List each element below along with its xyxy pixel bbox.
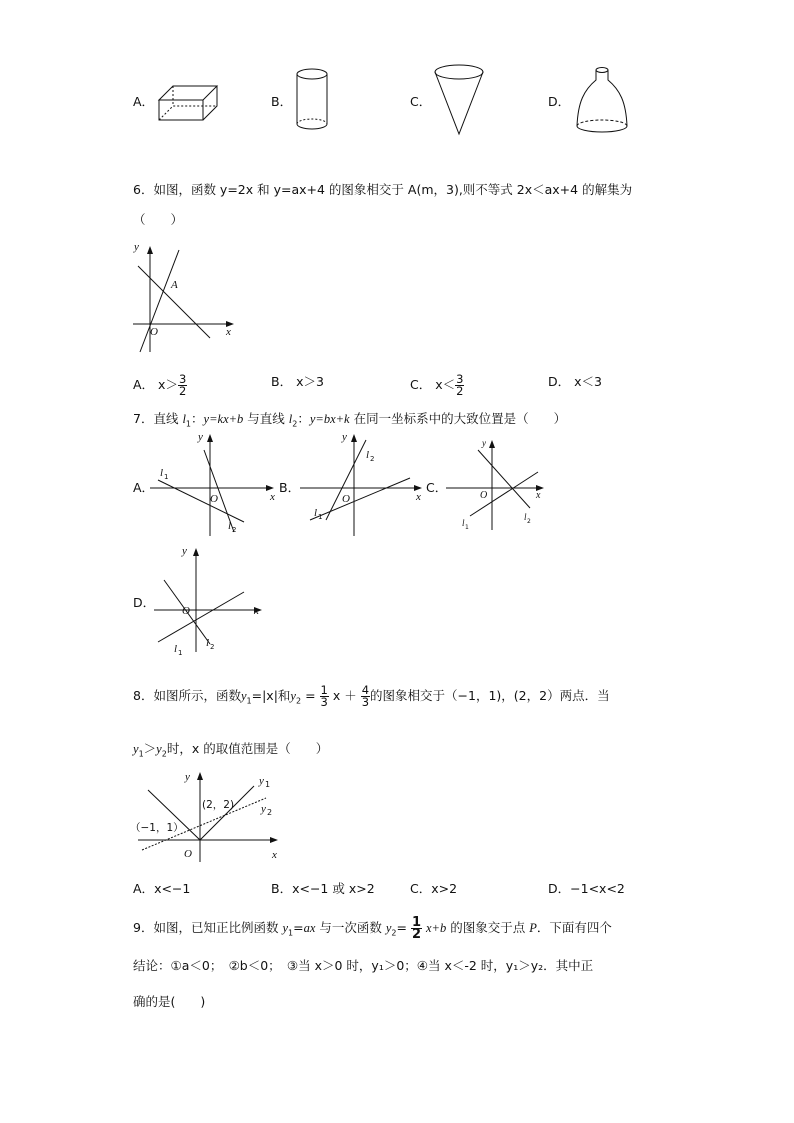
q6-option-d-text: x＜3 xyxy=(574,374,602,389)
q7-graph-c xyxy=(442,434,554,534)
q7d-l2-label: l xyxy=(206,637,210,649)
q6-graph xyxy=(128,236,243,358)
q7-stem-b: ： xyxy=(191,411,204,426)
q7-option-c-key[interactable]: C． xyxy=(426,480,448,495)
q7c-l1-sub: 1 xyxy=(465,524,469,531)
denominator: 2 xyxy=(178,384,187,398)
q9-stem-line3: 确的是( ) xyxy=(133,994,206,1009)
q6-y-label: y xyxy=(134,241,139,253)
q7d-y-label: y xyxy=(182,545,187,557)
q7-graph-b xyxy=(296,428,431,540)
q8-stem-line1 xyxy=(133,684,610,714)
q8-y1-label: y xyxy=(259,775,264,787)
q9-stem-b: 与一次函数 xyxy=(315,920,386,935)
q7-stem-e: 在同一坐标系中的大致位置是（ ） xyxy=(349,411,567,426)
q9-fraction xyxy=(411,917,422,940)
q8-y2-label: y xyxy=(261,803,266,815)
q8-stem-line2 xyxy=(133,741,328,763)
q8-fraction-1 xyxy=(320,685,329,708)
denominator: 3 xyxy=(320,695,328,709)
cone-figure xyxy=(434,64,486,138)
q6-option-c-key: C． xyxy=(410,377,432,392)
q8-y2-sub: 2 xyxy=(295,696,302,706)
q8-option-c-text: x>2 xyxy=(431,881,458,896)
denominator: 3 xyxy=(361,695,370,709)
q8-y1-sub: 1 xyxy=(246,696,252,706)
q7-stem-a: 7．直线 xyxy=(133,411,183,426)
q6-option-a[interactable] xyxy=(133,374,187,397)
q7d-x-label: x xyxy=(254,605,259,617)
q9-xb: x+b xyxy=(426,921,447,935)
numerator: 3 xyxy=(456,372,464,386)
bottle-figure xyxy=(572,58,634,138)
q7d-l2-sub: 2 xyxy=(210,643,215,651)
q8-y2: y xyxy=(290,689,296,703)
q8-line2-y2-sub: 2 xyxy=(161,749,167,759)
q9-ax: ax xyxy=(303,921,316,935)
q8-option-b[interactable] xyxy=(271,881,375,897)
q6-o-label: O xyxy=(150,326,158,338)
q7a-o-label: O xyxy=(210,493,218,505)
q6-option-b-key: B． xyxy=(271,374,293,389)
numerator: 1 xyxy=(411,915,422,930)
q7b-l1-label: l xyxy=(314,507,318,519)
q7d-o-label: O xyxy=(182,605,190,617)
q8-option-a[interactable] xyxy=(133,881,190,897)
q9-y1-sub: 1 xyxy=(288,928,294,938)
q8-option-b-key: B． xyxy=(271,881,293,896)
q7b-y-label: y xyxy=(342,431,347,443)
q9-eq1: = xyxy=(293,920,304,935)
q7a-l1-label: l xyxy=(160,467,164,479)
q7a-x-label: x xyxy=(270,491,275,503)
q7-option-a-key[interactable]: A． xyxy=(133,480,155,495)
q6-option-a-fraction xyxy=(178,374,187,397)
q8-option-c[interactable] xyxy=(410,881,457,897)
q5-option-b-key: B． xyxy=(271,94,293,109)
q8-y1: y xyxy=(240,689,247,703)
q7a-y-label: y xyxy=(198,431,203,443)
q8-y2-sub: 2 xyxy=(267,808,273,817)
q7-graph-a xyxy=(148,428,283,540)
q8-eq: = xyxy=(305,688,316,703)
q7a-l2-sub: 2 xyxy=(232,526,237,534)
q7c-l2-label: l xyxy=(524,512,527,522)
q8-x-label: x xyxy=(272,849,277,861)
q8-option-d[interactable] xyxy=(548,881,625,897)
q7c-y-label: y xyxy=(482,438,486,448)
q6-option-c-text: x＜ xyxy=(435,377,456,392)
q9-stem-a: 9．如图，已知正比例函数 xyxy=(133,920,283,935)
q9-stem-c: 的图象交于点 xyxy=(446,920,530,935)
q8-option-c-key: C． xyxy=(410,881,432,896)
q9-p: P xyxy=(529,921,537,935)
q7b-o-label: O xyxy=(342,493,350,505)
cylinder-figure xyxy=(296,68,330,132)
q8-line2-gt: ＞ xyxy=(143,741,157,756)
q8-option-b-text: x<−1 或 x>2 xyxy=(292,881,375,896)
q7-stem-c: 与直线 xyxy=(243,411,289,426)
q7a-l2-label: l xyxy=(228,520,232,532)
q6-option-b-text: x＞3 xyxy=(296,374,324,389)
q7b-l1-sub: 1 xyxy=(318,513,323,521)
q9-y2: y xyxy=(385,921,392,935)
q8-abs: =|x|和 xyxy=(251,688,291,703)
q8-line2-b: 时，x 的取值范围是（ ） xyxy=(166,741,329,756)
q7-l2-sub: 2 xyxy=(292,419,298,429)
q7b-x-label: x xyxy=(416,491,421,503)
q7-l1: l xyxy=(182,412,186,426)
q5-option-d-key: D． xyxy=(548,94,571,109)
q6-option-b[interactable] xyxy=(271,374,324,390)
q6-option-a-text: x＞ xyxy=(158,377,178,392)
q7c-l1-label: l xyxy=(462,518,465,528)
q6-option-d-key: D． xyxy=(548,374,571,389)
q8-fraction-2 xyxy=(361,685,370,708)
q7a-l1-sub: 1 xyxy=(164,473,169,481)
q7-eq1: y=kx+b xyxy=(203,412,244,426)
q8-stem-a: 8．如图所示，函数 xyxy=(133,688,241,703)
q7-eq2: y=bx+k xyxy=(309,412,350,426)
q8-y-label: y xyxy=(185,771,190,783)
q8-point-neg1-1: （−1，1） xyxy=(130,822,184,834)
q8-option-a-text: x<−1 xyxy=(154,881,191,896)
q7c-o-label: O xyxy=(480,490,488,501)
q6-paren: （ ） xyxy=(133,212,184,227)
q6-a-label: A xyxy=(171,279,178,291)
q8-option-d-text: −1<x<2 xyxy=(570,881,625,896)
q8-graph xyxy=(130,768,290,866)
q5-option-a-key: A． xyxy=(133,94,155,109)
q7-graph-d xyxy=(150,540,270,658)
q8-o-label: O xyxy=(184,848,192,860)
q7c-x-label: x xyxy=(536,490,541,501)
q7b-l2-label: l xyxy=(366,449,370,461)
denominator: 2 xyxy=(411,927,422,942)
rectangular-prism-figure xyxy=(157,82,219,122)
q8-option-a-key: A． xyxy=(133,881,155,896)
q6-option-c-fraction xyxy=(455,374,464,397)
q7-l1-sub: 1 xyxy=(185,419,192,429)
q6-stem: 6．如图，函数 y=2x 和 y=ax+4 的图象相交于 A(m，3),则不等式 2x＜ax+4 的解集为 xyxy=(133,182,633,197)
q9-stem-line2: 结论：①a＜0； ②b＜0； ③当 x＞0 时，y₁＞0；④当 x＜-2 时，y₁＞y₂．其中正 xyxy=(133,958,594,973)
q8-y1-sub: 1 xyxy=(265,780,271,789)
q6-option-d[interactable] xyxy=(548,374,602,390)
q9-eq2: = xyxy=(396,920,407,935)
denominator: 2 xyxy=(456,384,464,398)
q9-y2-sub: 2 xyxy=(391,928,397,938)
q8-line2-y1: y xyxy=(133,742,139,756)
q7-option-d-key[interactable]: D． xyxy=(133,595,156,610)
q7d-l1-sub: 1 xyxy=(178,649,183,657)
q7-l2: l xyxy=(288,412,293,426)
q6-option-c[interactable] xyxy=(410,374,464,397)
q9-stem-line1 xyxy=(133,916,612,946)
q7b-l2-sub: 2 xyxy=(370,455,375,463)
numerator: 1 xyxy=(320,683,328,697)
q6-option-a-key: A． xyxy=(133,377,155,392)
q8-option-d-key: D． xyxy=(548,881,571,896)
q7-option-b-key[interactable]: B． xyxy=(279,480,301,495)
numerator: 4 xyxy=(361,683,370,697)
q6-x-label: x xyxy=(226,326,231,338)
q8-xplus: x ＋ xyxy=(332,688,357,703)
q8-line2-y1-sub: 1 xyxy=(138,749,144,759)
q9-y1: y xyxy=(282,921,288,935)
q8-point-2-2: (2，2) xyxy=(202,799,235,811)
q8-stem-b: 的图象相交于（−1，1)，(2，2）两点．当 xyxy=(370,688,610,703)
q5-option-c-key: C． xyxy=(410,94,432,109)
q7c-l2-sub: 2 xyxy=(527,518,531,525)
numerator: 3 xyxy=(178,372,187,386)
q7-stem-d: ： xyxy=(297,411,310,426)
q8-line2-y2: y xyxy=(156,742,162,756)
q7d-l1-label: l xyxy=(174,643,178,655)
q9-stem-d: ．下面有四个 xyxy=(536,920,612,935)
